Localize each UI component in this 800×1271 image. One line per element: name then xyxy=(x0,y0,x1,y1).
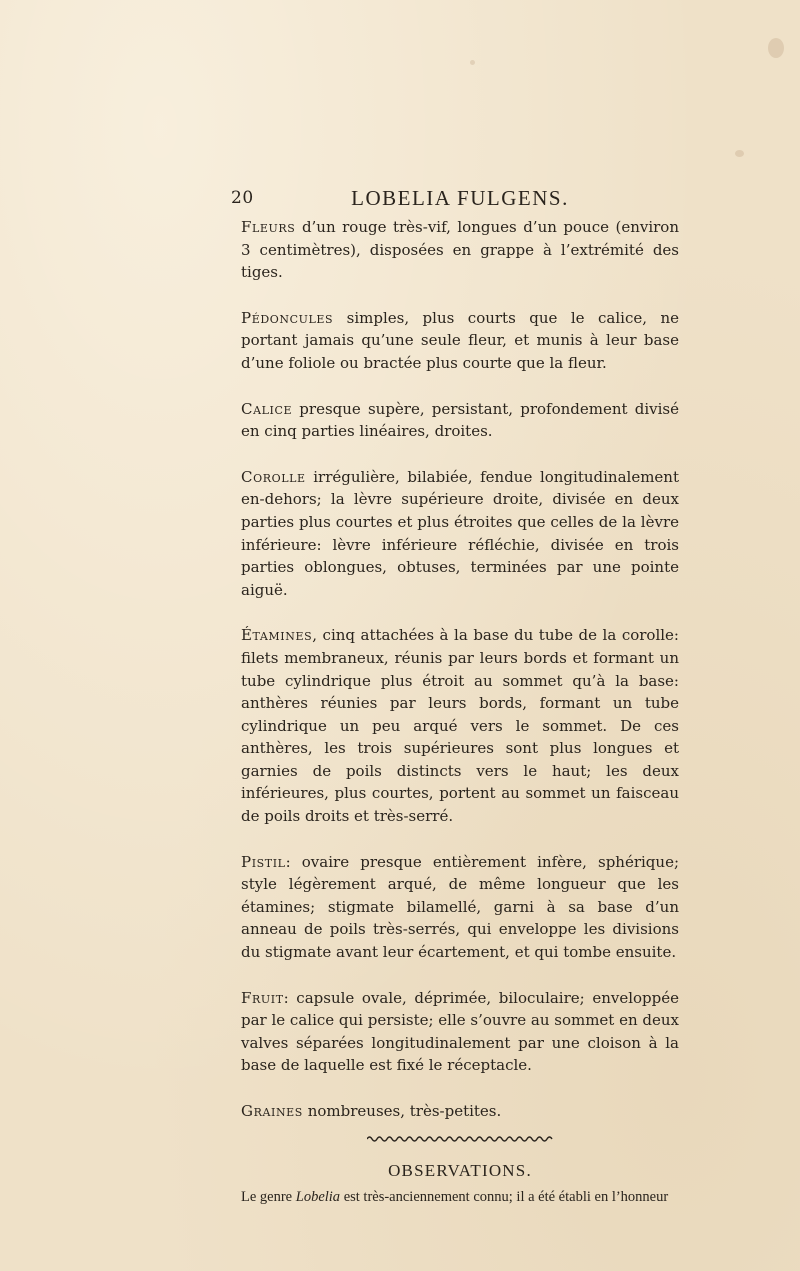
entry-graines xyxy=(241,1100,679,1123)
paper-stain xyxy=(470,60,475,65)
entry-text: simples, plus courts que le calice, ne portant jamais qu’une seule fleur, et munis à leur base d’une foliole ou bractée plus courte que la fleur. xyxy=(241,308,679,372)
entry-text: d’un rouge très-vif, longues d’un pouce (environ 3 centimètres), disposées en grappe à l’extrémité des tiges. xyxy=(241,218,679,282)
entry-fruit xyxy=(241,987,679,1077)
paper-stain xyxy=(735,150,744,157)
entry-lead: Calice xyxy=(241,399,293,418)
entry-lead: Fruit xyxy=(241,988,284,1007)
genus-name: Lobelia xyxy=(295,1188,341,1205)
entry-lead: Pistil xyxy=(241,852,286,871)
entry-text: : capsule ovale, déprimée, biloculaire; enveloppée par le calice qui persiste; elle s’ouvre au sommet en deux valves séparées longitudinalement par une cloison à la base de laquelle est fixé le réceptacle. xyxy=(241,988,679,1075)
entry-text: : ovaire presque entièrement infère, sphérique; style légèrement arqué, de même longueur que les étamines; stigmate bilamellé, garni à sa base d’un anneau de poils très-serrés, qui enveloppe les divisions du stigmate avant leur écartement, et qui tombe ensuite. xyxy=(241,852,679,962)
running-head xyxy=(231,186,679,214)
observations-text xyxy=(241,1187,679,1207)
observations-text-end: est très-anciennement connu; il a été établi en l’honneur xyxy=(340,1188,669,1205)
entry-text: irrégulière, bilabiée, fendue longitudinalement en-dehors; la lèvre supérieure droite, divisée en deux parties plus courtes et plus étroites que celles de la lèvre inférieure: lèvre inférieure réfléchie, divisée en trois parties oblongues, obtuses, terminées par une pointe aiguë. xyxy=(241,467,679,599)
entry-pistil xyxy=(241,851,679,964)
entry-pedoncules xyxy=(241,307,679,375)
text-block xyxy=(231,186,679,1207)
wavy-divider-ornament xyxy=(367,1135,553,1143)
entry-etamines xyxy=(241,624,679,827)
entry-lead: Corolle xyxy=(241,467,306,486)
paper-stain xyxy=(768,38,784,58)
entry-corolle xyxy=(241,466,679,602)
observations-text-start: Le genre xyxy=(241,1188,296,1205)
entry-text: nombreuses, très-petites. xyxy=(302,1102,502,1120)
page-number: 20 xyxy=(231,188,254,208)
entry-text: , cinq attachées à la base du tube de la corolle: filets membraneux, réunis par leurs bords et formant un tube cylindrique plus étroit au sommet qu’à la base: anthères réunies par leurs bords, formant un tube cylindrique un peu arqué vers le sommet. De ces anthères, les trois supérieures sont plus longues et garnies de poils distincts vers le haut; les deux inférieures, plus courtes, portent au sommet un faisceau de poils droits et très-serré. xyxy=(241,626,679,826)
entry-lead: Graines xyxy=(241,1102,303,1120)
entry-lead: Pédoncules xyxy=(241,308,334,327)
entry-calice xyxy=(241,398,679,443)
entry-lead: Étamines xyxy=(241,626,313,645)
running-title: LOBELIA FULGENS. xyxy=(351,186,569,210)
entry-lead: Fleurs xyxy=(241,218,296,236)
observations-heading: OBSERVATIONS. xyxy=(388,1160,532,1180)
entry-text: presque supère, persistant, profondement divisé en cinq parties linéaires, droites. xyxy=(241,399,679,441)
entry-fleurs xyxy=(241,216,679,284)
